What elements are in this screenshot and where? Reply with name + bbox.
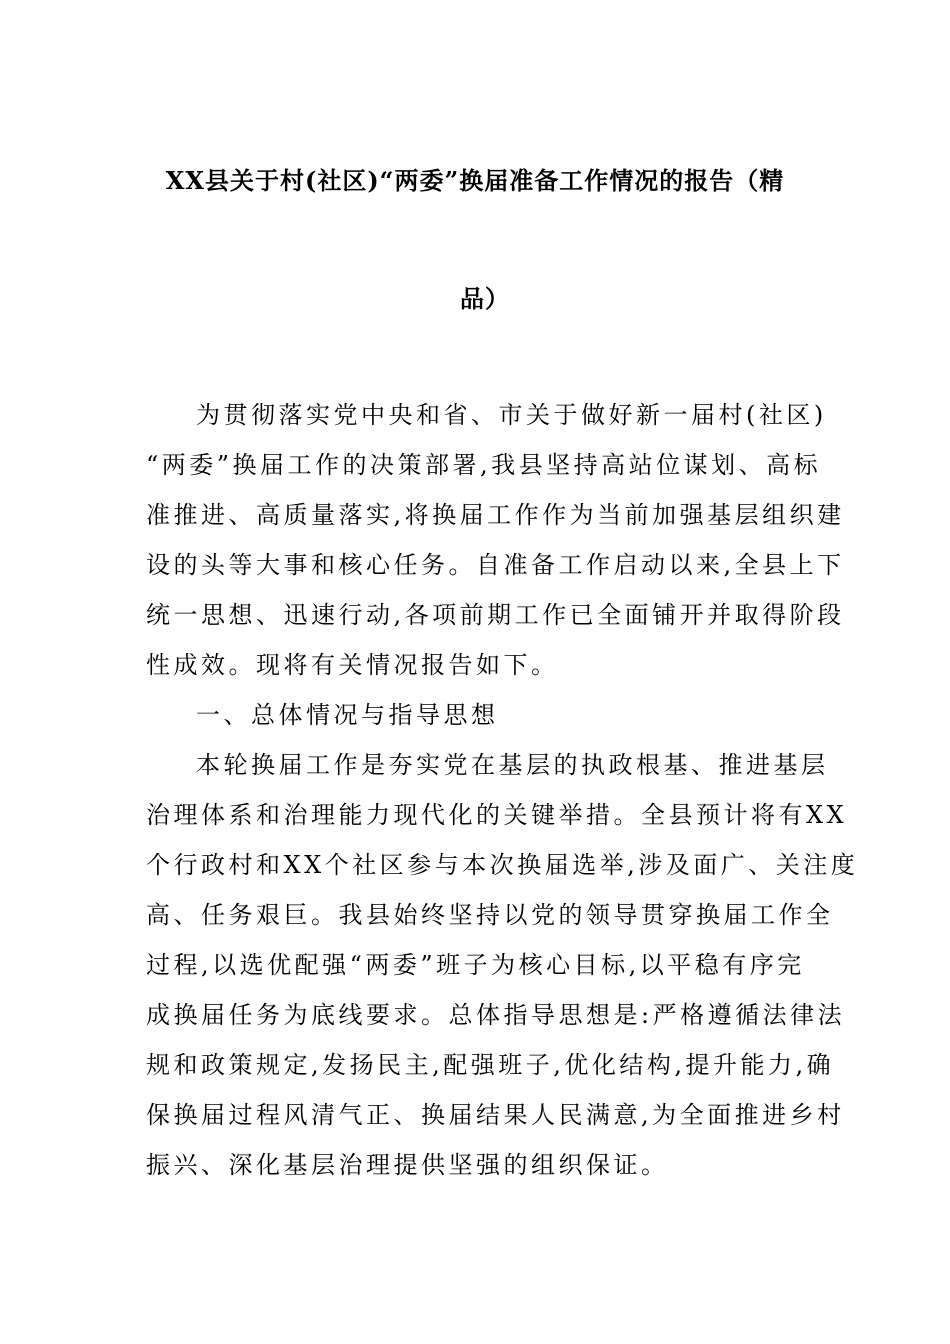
paragraph-line: 准推进、高质量落实,将换届工作作为当前加强基层组织建 <box>146 501 845 529</box>
paragraph-line: 本轮换届工作是夯实党在基层的执政根基、推进基层 <box>196 751 829 779</box>
paragraph-line: 个行政村和XX个社区参与本次换届选举,涉及面广、关注度 <box>146 851 859 879</box>
intro-paragraph <box>146 390 845 690</box>
paragraph-line: 规和政策规定,发扬民主,配强班子,优化结构,提升能力,确 <box>146 1051 835 1079</box>
section-paragraph <box>146 740 859 1190</box>
paragraph-line: 保换届过程风清气正、换届结果人民满意,为全面推进乡村 <box>146 1101 845 1129</box>
section-heading-text: 一、总体情况与指导思想 <box>196 701 499 729</box>
section-heading <box>146 690 810 740</box>
paragraph-line: 高、任务艰巨。我县始终坚持以党的领导贯穿换届工作全 <box>146 901 834 929</box>
paragraph-line: 振兴、深化基层治理提供坚强的组织保证。 <box>146 1151 669 1179</box>
document-title-line-2: 品） <box>460 284 510 313</box>
paragraph-line: “两委”换届工作的决策部署,我县坚持高站位谋划、高标 <box>146 451 822 479</box>
document-title-line-1: XX县关于村(社区)“两委”换届准备工作情况的报告（精 <box>165 166 785 195</box>
paragraph-line: 性成效。现将有关情况报告如下。 <box>146 651 559 679</box>
paragraph-line: 治理体系和治理能力现代化的关键举措。全县预计将有XX <box>146 801 848 829</box>
paragraph-line: 设的头等大事和核心任务。自准备工作启动以来,全县上下 <box>146 551 845 579</box>
paragraph-line: 成换届任务为底线要求。总体指导思想是:严格遵循法律法 <box>146 1001 846 1029</box>
paragraph-line: 为贯彻落实党中央和省、市关于做好新一届村(社区) <box>196 401 827 429</box>
paragraph-line: 过程,以选优配强“两委”班子为核心目标,以平稳有序完 <box>146 951 805 979</box>
paragraph-line: 统一思想、迅速行动,各项前期工作已全面铺开并取得阶段 <box>146 601 845 629</box>
